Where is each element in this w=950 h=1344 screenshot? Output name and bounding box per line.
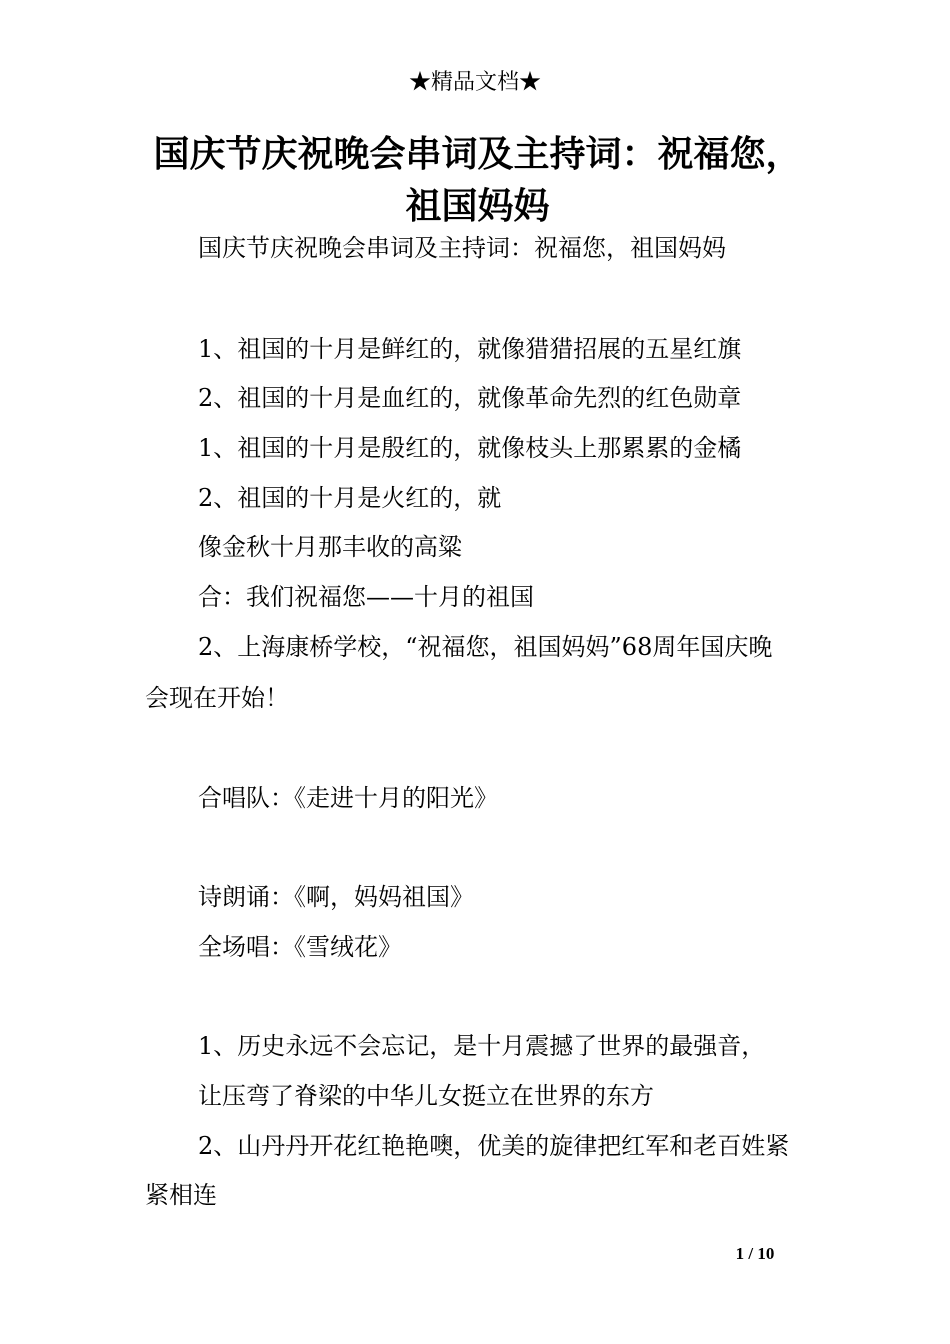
- paragraph-line: 1、祖国的十月是鲜红的，就像猎猎招展的五星红旗: [198, 335, 742, 363]
- header-mark: ★精品文档★: [408, 70, 541, 95]
- program-item: 合唱队：《走进十月的阳光》: [198, 784, 498, 812]
- program-item: 诗朗诵：《啊，妈妈祖国》: [198, 883, 474, 911]
- paragraph-line: 合：我们祝福您——十月的祖国: [198, 583, 534, 611]
- paragraph-line: 紧相连: [145, 1181, 217, 1209]
- page-number: 1 / 10: [735, 1244, 775, 1263]
- document-title: 国庆节庆祝晚会串词及主持词：祝福您，祖国妈妈: [153, 133, 802, 227]
- paragraph-line: 1、历史永远不会忘记，是十月震撼了世界的最强音，: [198, 1032, 766, 1060]
- paragraph-line: 2、祖国的十月是血红的，就像革命先烈的红色勋章: [198, 384, 742, 412]
- program-item: 全场唱：《雪绒花》: [198, 933, 402, 961]
- paragraph-line: 2、上海康桥学校，“祝福您，祖国妈妈”68周年国庆晚: [198, 633, 773, 661]
- paragraph-line: 会现在开始！: [145, 684, 289, 712]
- paragraph-line: 2、山丹丹开花红艳艳噢，优美的旋律把红军和老百姓紧: [198, 1132, 790, 1160]
- paragraph-line: 像金秋十月那丰收的高粱: [198, 533, 462, 561]
- paragraph-line: 2、祖国的十月是火红的，就: [198, 484, 502, 512]
- subtitle-line: 国庆节庆祝晚会串词及主持词：祝福您，祖国妈妈: [198, 234, 726, 262]
- paragraph-line: 1、祖国的十月是殷红的，就像枝头上那累累的金橘: [198, 434, 742, 462]
- paragraph-line: 让压弯了脊梁的中华儿女挺立在世界的东方: [198, 1082, 654, 1110]
